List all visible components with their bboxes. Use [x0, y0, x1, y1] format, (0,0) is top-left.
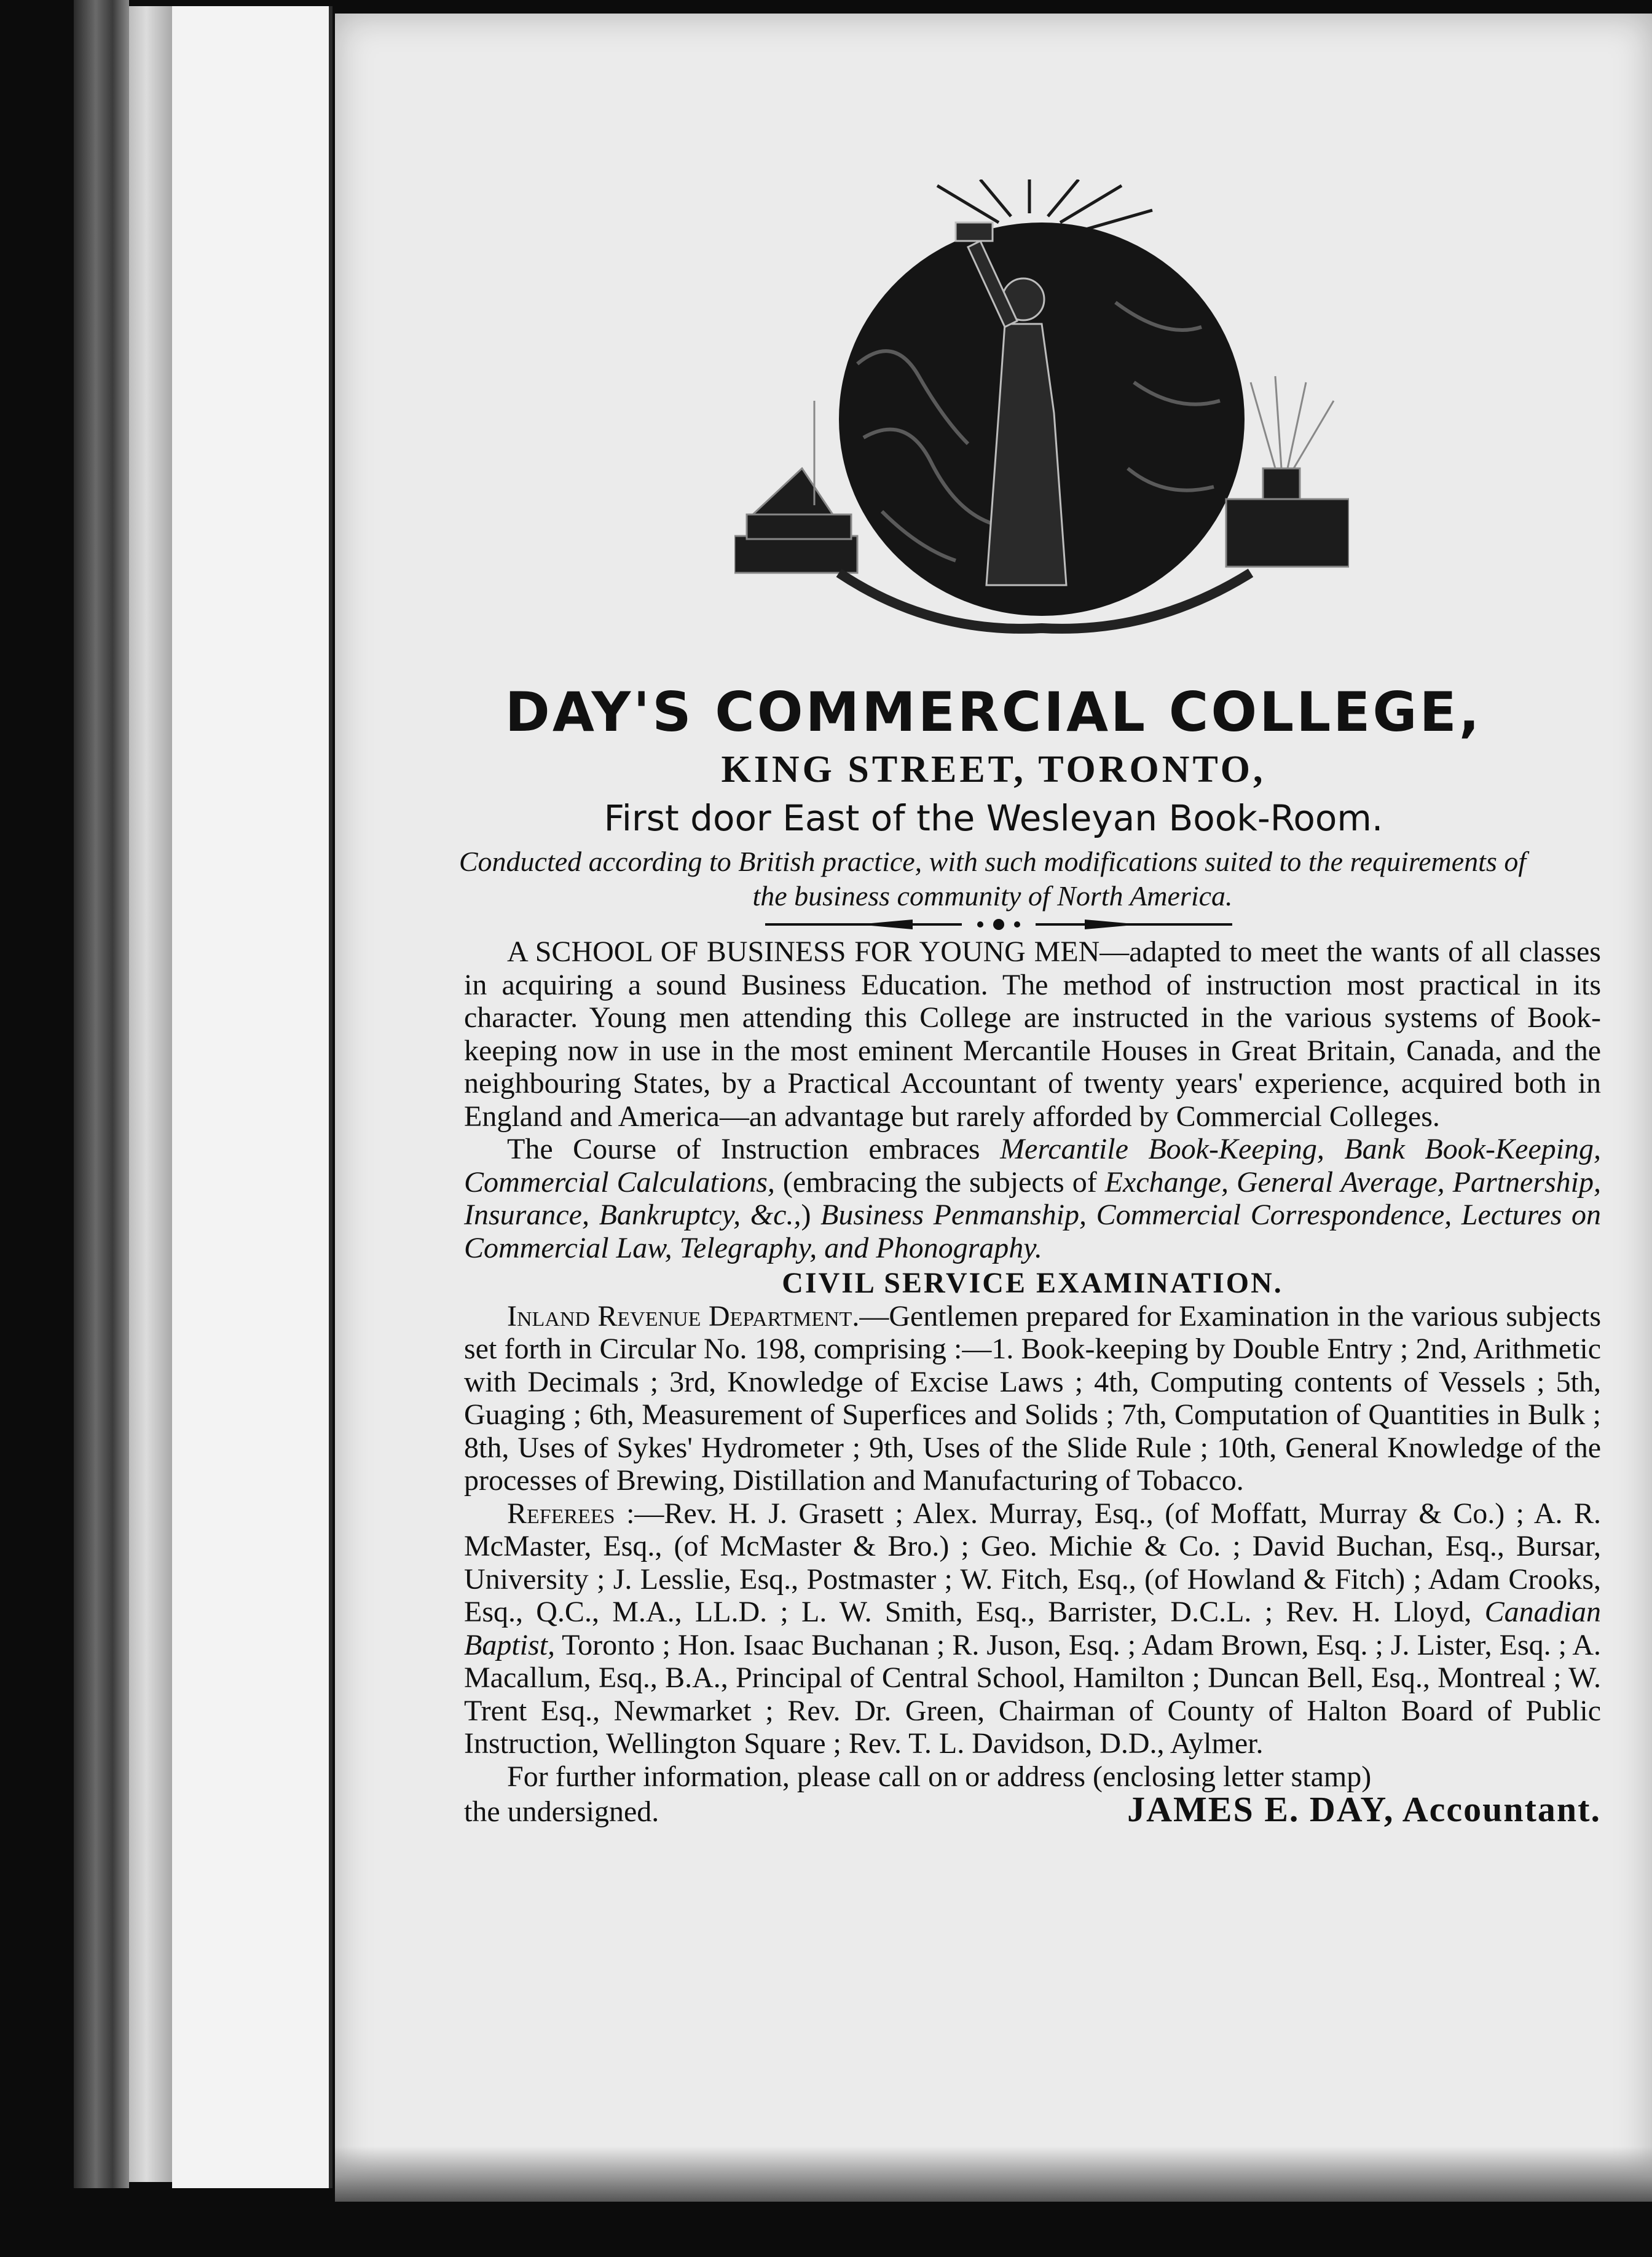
intro-text: —adapted to meet the wants of all classes in acquiring a sound Business Education. The method of instruction most practical in its character. Young men attending this College are instructed in the various systems of Book-keeping now in use in the most eminent Mercantile Houses in Great Britain, Canada, and the neighbouring States, by a Practical Accountant of twenty years' experience, acquired both in England and America—an advantage but rarely afforded by Commercial Colleges.: [464, 935, 1601, 1133]
advertisement-body: [464, 935, 1601, 1829]
street-address: KING STREET, TORONTO,: [721, 749, 1266, 790]
referees-text-a: :—Rev. H. J. Grasett ; Alex. Murray, Esq., (of Moffatt, Murray & Co.) ; A. R. McMaster, Esq., (of McMaster & Bro.) ; Geo. Michie & Co. ; David Buchan, Esq., Bursar, University ; J. Lesslie, Esq., Postmaster ; W. Fitch, Esq., (of Howland & Fitch) ; Adam Crooks, Esq., Q.C., M.A., LL.D. ; L. W. Smith, Esq., Barrister, D.C.L. ; Rev. H. Lloyd,: [464, 1497, 1601, 1628]
civil-service-lead: Inland Revenue Department.: [507, 1299, 860, 1333]
referees-paper: Canadian Baptist,: [464, 1596, 1601, 1661]
course-topics: Exchange, General Average, Partnership, Insurance, Bankruptcy, &c.,: [464, 1165, 1601, 1231]
conducted-note: Conducted according to British practice, with such modifications suited to the requirements of the business community of North America.: [458, 846, 1527, 912]
location-line: First door East of the Wesleyan Book-Room.: [604, 797, 1383, 839]
referees-lead: Referees: [507, 1497, 615, 1530]
intro-lead: A SCHOOL OF BUSINESS FOR YOUNG MEN: [507, 935, 1100, 968]
book-spine: [74, 0, 129, 2188]
closing-paragraph: For further information, please call on or address (enclosing letter stamp): [507, 1760, 1372, 1793]
page-bottom-shadow: [335, 2146, 1652, 2202]
page-edges: [129, 6, 174, 2182]
college-title: DAY'S COMMERCIAL COLLEGE,: [505, 680, 1482, 744]
referees-text-b: Toronto ; Hon. Isaac Buchanan ; R. Juson, Esq. ; Adam Brown, Esq. ; J. Lister, Esq. ; A. Macallum, Esq., B.A., Principal of Central School, Hamilton ; Duncan Bell, Esq., Montreal ; W. Trent Esq., Newmarket ; Rev. Dr. Green, Chairman of County of Halton Board of Public Instruction, Wellington Square ; Rev. T. L. Davidson, D.D., Aylmer.: [464, 1628, 1601, 1760]
course-tail: Business Penmanship, Commercial Correspondence, Lectures on Commercial Law, Telegraphy, and Phonography.: [464, 1199, 1601, 1264]
civil-service-text: —Gentlemen prepared for Examination in the various subjects set forth in Circular No. 198, comprising :—1. Book-keeping by Double Entry ; 2nd, Arithmetic with Decimals ; 3rd, Knowledge of Excise Laws ; 4th, Computing contents of Vessels ; 5th, Guaging ; 6th, Measurement of Superfices and Solids ; 7th, Computation of Quantities in Bulk ; 8th, Uses of Sykes' Hydrometer ; 9th, Uses of the Slide Rule ; 10th, General Knowledge of the processes of Brewing, Distillation and Manufacturing of Tobacco.: [464, 1299, 1601, 1497]
civil-service-paragraph: [464, 1300, 1601, 1497]
signoff-line: [464, 1789, 1601, 1829]
course-paragraph: [464, 1133, 1601, 1264]
advertisement-page: [335, 14, 1652, 2202]
ornamental-divider: [765, 917, 1232, 932]
blank-leaf: [172, 6, 332, 2188]
civil-service-heading: CIVIL SERVICE EXAMINATION.: [782, 1267, 1283, 1299]
referees-paragraph: [464, 1497, 1601, 1760]
closing-undersigned: the undersigned.: [464, 1795, 659, 1828]
course-subjects: Mercantile Book-Keeping, Bank Book-Keeping, Commercial Calculations,: [464, 1133, 1601, 1199]
course-middle: (embracing the subjects of: [774, 1165, 1105, 1199]
signature: JAMES E. DAY, Accountant.: [1127, 1789, 1601, 1829]
course-lead: The Course of Instruction embraces: [507, 1133, 1001, 1165]
globe-emblem-illustration: [734, 179, 1349, 647]
intro-paragraph: [464, 935, 1601, 1133]
course-middle2: ): [801, 1199, 821, 1231]
